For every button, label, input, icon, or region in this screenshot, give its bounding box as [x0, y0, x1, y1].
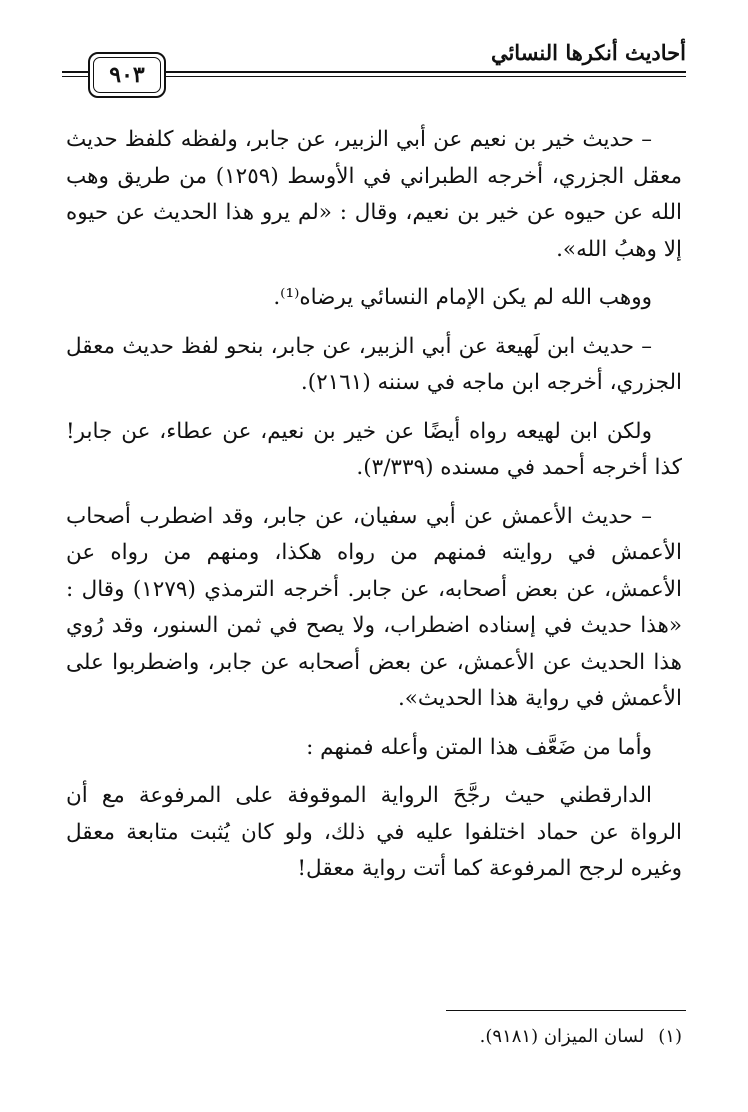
paragraph-daraqutni: الدارقطني حيث رجَّحَ الرواية الموقوفة على المرفوعة مع أن الرواة عن حماد اختلفوا عليه في ذلك، ولو كان يُثبت متابعة معقل وغيره لرجح المرفوعة كما أتت رواية معقل! — [66, 783, 682, 881]
paragraph-weakeners-intro: وأما من ضَعَّف هذا المتن وأعله فمنهم : — [306, 734, 652, 760]
paragraph-ibn-lahia-ata: ولكن ابن لهيعه رواه أيضًا عن خير بن نعيم، عن عطاء، عن جابر! كذا أخرجه أحمد في مسنده (٣/٣٣٩). — [66, 418, 682, 480]
running-title: أحاديث أنكرها النسائي — [490, 40, 686, 65]
paragraph-amash-hadith: – حديث الأعمش عن أبي سفيان، عن جابر، وقد اضطرب أصحاب الأعمش في روايته فمنهم من رواه هكذا، ومنهم من رواه عن الأعمش، عن بعض أصحابه، عن جابر. أخرجه الترمذي (١٢٧٩) وقال : «هذا حديث في إسناده اضطراب، ولا يصح في ثمن السنور، وقد رُوي هذا الحديث عن الأعمش، عن بعض أصحابه عن جابر، واضطربوا على الأعمش في رواية هذا الحديث». — [66, 503, 682, 711]
body-text — [66, 122, 682, 900]
footnote-number: (١) — [658, 1026, 682, 1047]
paragraph-wahb-allah: ووهب الله لم يكن الإمام النسائي يرضاه⁽¹⁾. — [273, 285, 652, 310]
paragraph-ibn-lahia-hadith: – حديث ابن لَهيعة عن أبي الزبير، عن جابر، بنحو لفظ حديث معقل الجزري، أخرجه ابن ماجه في سننه (٢١٦١). — [66, 333, 682, 395]
footnote — [480, 1026, 682, 1047]
footnote-text: لسان الميزان (٩١٨١). — [479, 1026, 645, 1047]
footnote-rule — [446, 1010, 686, 1011]
page-number-frame — [88, 52, 166, 98]
paragraph-khayr-hadith: – حديث خير بن نعيم عن أبي الزبير، عن جابر، ولفظه كلفظ حديث معقل الجزري، أخرجه الطبراني في الأوسط (١٢٥٩) من طريق وهب الله عن حيوه عن خير بن نعيم، وقال : «لم يرو هذا الحديث عن حيوه إلا وهبُ الله». — [66, 127, 682, 262]
page-number: ٩٠٣ — [109, 62, 145, 88]
